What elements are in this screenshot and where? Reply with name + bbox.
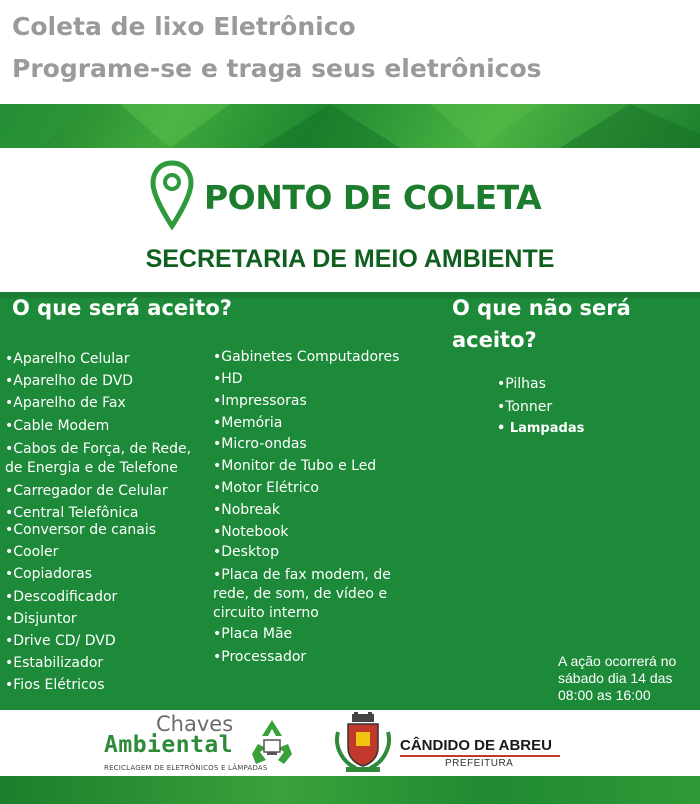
rejected-heading: O que não será aceito? — [452, 296, 631, 352]
list-item: •Drive CD/ DVD — [5, 633, 116, 649]
list-item: •Impressoras — [213, 393, 307, 409]
list-item: •Cabos de Força, de Rede, de Energia e de Telefone — [5, 441, 192, 476]
list-item: •Monitor de Tubo e Led — [213, 458, 377, 474]
list-item: •Fios Elétricos — [5, 677, 105, 693]
list-item: •Tonner — [497, 399, 553, 415]
green-banner — [0, 104, 700, 148]
list-item: •Gabinetes Computadores — [213, 349, 400, 365]
list-item: •Aparelho de DVD — [5, 373, 133, 389]
list-item: •HD — [213, 371, 243, 387]
list-item: •Memória — [213, 415, 283, 431]
list-item: •Aparelho de Fax — [5, 395, 126, 411]
list-item: •Copiadoras — [5, 566, 93, 582]
secretaria-title: SECRETARIA DE MEIO AMBIENTE — [145, 245, 555, 273]
list-item: •Nobreak — [213, 502, 280, 518]
list-item: •Estabilizador — [5, 655, 104, 671]
list-item: •Notebook — [213, 524, 289, 540]
list-item: •Placa Mãe — [213, 626, 293, 642]
list-item: •Motor Elétrico — [213, 480, 319, 496]
location-pin-icon — [150, 160, 194, 230]
list-item: •Placa de fax modem, de rede, de som, de vídeo e circuito interno — [213, 567, 391, 621]
list-item: •Aparelho Celular — [5, 351, 130, 367]
list-item: •Cooler — [5, 544, 59, 560]
list-item: •Disjuntor — [5, 611, 77, 627]
list-item: •Descodificador — [5, 589, 118, 605]
city-crest-icon — [332, 712, 394, 774]
ambiental-logo-text: Ambiental — [104, 732, 234, 758]
ponto-de-coleta-title: PONTO DE COLETA — [204, 178, 542, 217]
recycle-icon — [244, 714, 300, 770]
header-title: Coleta de lixo Eletrônico — [12, 12, 356, 41]
list-item: •Carregador de Celular — [5, 483, 168, 499]
bottom-green-bar — [0, 776, 700, 804]
accepted-heading: O que será aceito? — [12, 296, 232, 320]
list-item: •Processador — [213, 649, 307, 665]
event-note: A ação ocorrerá no sábado dia 14 das 08:00 as 16:00 — [558, 653, 677, 703]
list-item: •Micro-ondas — [213, 436, 307, 452]
list-item: •Central Telefônica — [5, 505, 139, 521]
list-item: •Cable Modem — [5, 418, 110, 434]
list-item: • Lampadas — [497, 421, 585, 436]
list-item: •Conversor de canais — [5, 522, 157, 538]
list-item: •Desktop — [213, 544, 279, 560]
logo-tagline: RECICLAGEM DE ELETRÔNICOS E LÂMPADAS — [104, 764, 268, 772]
city-underline — [400, 755, 560, 757]
list-item: •Pilhas — [497, 376, 546, 392]
header-subtitle: Programe-se e traga seus eletrônicos — [12, 54, 542, 83]
city-name: CÂNDIDO DE ABREU — [400, 737, 552, 754]
prefeitura-label: PREFEITURA — [445, 758, 514, 769]
banner-pattern — [0, 104, 700, 148]
chaves-logo-text: Chaves — [156, 712, 234, 736]
header-area — [0, 0, 700, 104]
